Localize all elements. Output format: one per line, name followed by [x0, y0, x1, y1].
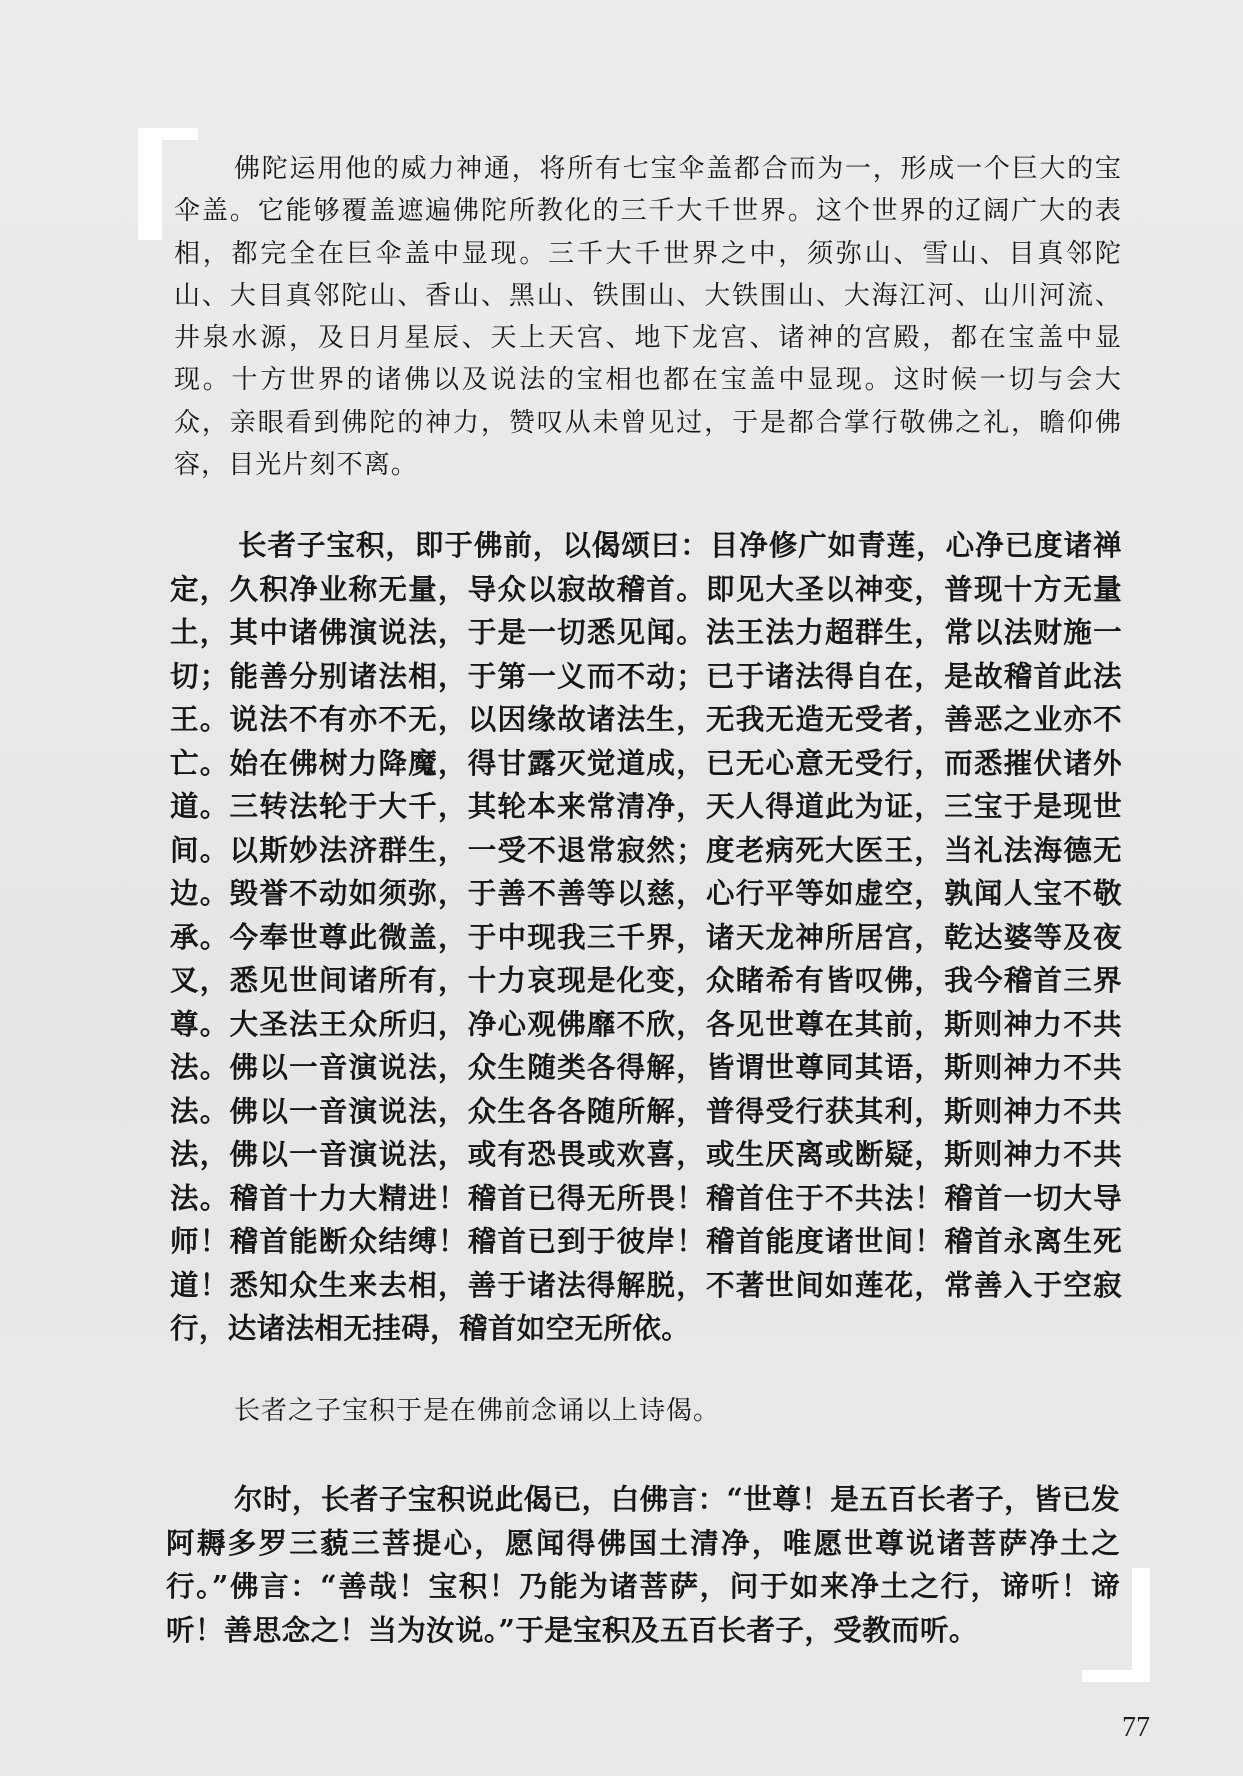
corner-bracket-bottom-right-cap — [1082, 1670, 1150, 1682]
translation-paragraph-1: 佛陀运用他的威力神通，将所有七宝伞盖都合而为一，形成一个巨大的宝伞盖。它能够覆盖遮遍佛陀所教化的三千大千世界。这个世界的辽阔广大的表相，都完全在巨伞盖中显现。三千大千世界之中，须弥山、雪山、目真邻陀山、大目真邻陀山、香山、黑山、铁围山、大铁围山、大海江河、山川河流、井泉水源，及日月星辰、天上天宫、地下龙宫、诸神的宫殿，都在宝盖中显现。十方世界的诸佛以及说法的宝相也都在宝盖中显现。这时候一切与会大众，亲眼看到佛陀的神力，赞叹从未曾见过，于是都合掌行敬佛之礼，瞻仰佛容，目光片刻不离。 — [174, 154, 1122, 481]
corner-bracket-top-left — [138, 128, 162, 240]
translation-paragraph-2: 长者之子宝积于是在佛前念诵以上诗偈。 — [234, 1396, 721, 1426]
scripture-paragraph-2: 尔时，长者子宝积说此偈已，白佛言：“世尊！是五百长者子，皆已发阿耨多罗三藐三菩提心，愿闻得佛国土清净，唯愿世尊说诸菩萨净土之行。”佛言：“善哉！宝积！乃能为诸菩萨，问于如来净土之行，谛听！谛听！善思念之！当为汝说。”于是宝积及五百长者子，受教而听。 — [166, 1482, 1120, 1647]
page-number: 77 — [1122, 1712, 1150, 1743]
corner-bracket-bottom-right — [1132, 1568, 1150, 1680]
corner-bracket-top-left-cap — [138, 128, 198, 140]
scripture-paragraph-1: 长者子宝积，即于佛前，以偈颂曰：目净修广如青莲，心净已度诸禅定，久积净业称无量，导众以寂故稽首。即见大圣以神变，普现十方无量土，其中诸佛演说法，于是一切悉见闻。法王法力超群生，常以法财施一切；能善分别诸法相，于第一义而不动；已于诸法得自在，是故稽首此法王。说法不有亦不无，以因缘故诸法生，无我无造无受者，善恶之业亦不亡。始在佛树力降魔，得甘露灭觉道成，已无心意无受行，而悉摧伏诸外道。三转法轮于大千，其轮本来常清净，天人得道此为证，三宝于是现世间。以斯妙法济群生，一受不退常寂然；度老病死大医王，当礼法海德无边。毁誉不动如须弥，于善不善等以慈，心行平等如虚空，孰闻人宝不敬承。今奉世尊此微盖，于中现我三千界，诸天龙神所居宫，乾达婆等及夜叉，悉见世间诸所有，十力哀现是化变，众睹希有皆叹佛，我今稽首三界尊。大圣法王众所归，净心观佛靡不欣，各见世尊在其前，斯则神力不共法。佛以一音演说法，众生随类各得解，皆谓世尊同其语，斯则神力不共法。佛以一音演说法，众生各各随所解，普得受行获其利，斯则神力不共法，佛以一音演说法，或有恐畏或欢喜，或生厌离或断疑，斯则神力不共法。稽首十力大精进！稽首已得无所畏！稽首住于不共法！稽首一切大导师！稽首能断众结缚！稽首已到于彼岸！稽首能度诸世间！稽首永离生死道！悉知众生来去相，善于诸法得解脱，不著世间如莲花，常善入于空寂行，达诸法相无挂碍，稽首如空无所依。 — [170, 528, 1122, 1345]
